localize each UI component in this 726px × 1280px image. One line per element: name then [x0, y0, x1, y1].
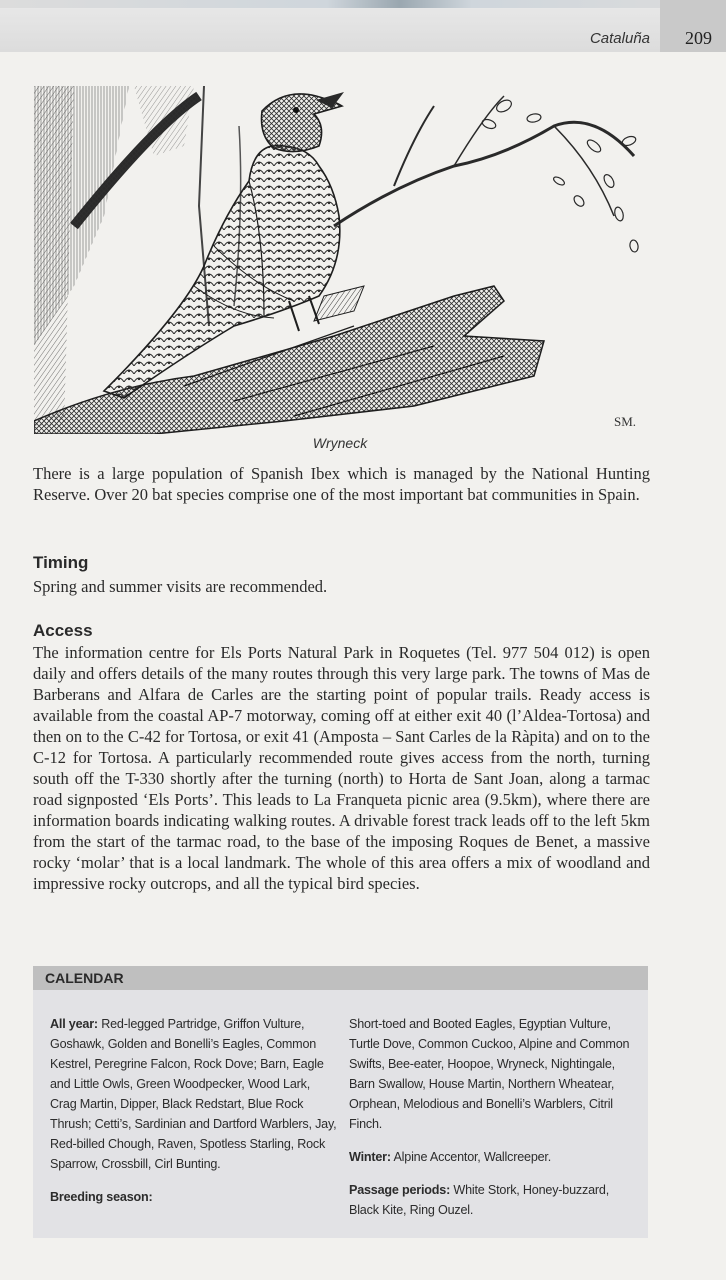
page-number-box	[660, 0, 726, 52]
timing-paragraph: Spring and summer visits are recommended.	[33, 577, 328, 596]
passage-label: Passage periods:	[349, 1183, 451, 1197]
breeding-label: Breeding season:	[50, 1190, 153, 1204]
calendar-title: CALENDAR	[45, 970, 124, 986]
page-number: 209	[685, 28, 712, 48]
breeding-text: Short-toed and Booted Eagles, Egyptian Vulture, Turtle Dove, Common Cuckoo, Alpine and Common Swifts, Bee-eater, Hoopoe, Wryneck, Nightingale, Barn Swallow, House Martin, Northern Wheatear, Orphean, Melodious and Bonelli’s Warblers, Citril Finch.	[349, 1017, 630, 1131]
winter-label: Winter:	[349, 1150, 391, 1164]
calendar-header	[33, 966, 648, 990]
calendar-box	[33, 990, 648, 1238]
access-heading: Access	[33, 621, 93, 640]
all-year-entry	[50, 1014, 337, 1174]
artist-signature: SM.	[614, 414, 637, 429]
intro-paragraph: There is a large population of Spanish Ibex which is managed by the National Hunting Reserve. Over 20 bat species comprise one of the most important bat communities in Spain.	[33, 464, 650, 504]
calendar-right-column	[349, 1014, 639, 1233]
running-head: Cataluña	[589, 30, 650, 47]
breeding-entry	[349, 1014, 639, 1134]
access-paragraph: The information centre for Els Ports Natural Park in Roquetes (Tel. 977 504 012) is open daily and offers details of the many routes through this very large park. The towns of Mas de Barberans and Alfara de Carles are the starting point of popular trails. Ready access is available from the coastal AP-7 motorway, coming off at either exit 40 (l’Aldea-Tortosa) and then on to the C-42 for Tortosa, or exit 41 (Amposta – Sant Carles de la Ràpita) and on to the C-12 for Tortosa. A particularly recommended route gives access from the north, turning south off the T-330 shortly after the turning (north) to Horta de Sant Joan, along a tarmac road signposted ‘Els Ports’. This leads to La Franqueta picnic area (9.5km), where there are information boards indicating walking routes. A drivable forest track leads off to the left 5km from the start of the tarmac road, to the base of the imposing Roques de Benet, a massive rocky ‘molar’ that is a local landmark. The whole of this area offers a mix of woodland and impressive rocky outcrops, and all the typical bird species.	[33, 643, 650, 893]
breeding-entry-start	[50, 1187, 337, 1207]
page-header	[0, 0, 726, 52]
calendar-left-column	[50, 1014, 337, 1220]
all-year-label: All year:	[50, 1017, 98, 1031]
all-year-text: Red-legged Partridge, Griffon Vulture, Goshawk, Golden and Bonelli’s Eagles, Common Kestrel, Peregrine Falcon, Rock Dove; Barn, Eagle and Little Owls, Green Woodpecker, Wood Lark, Crag Martin, Dipper, Black Redstart, Blue Rock Thrush; Cetti’s, Sardinian and Dartford Warblers, Jay, Red-billed Chough, Raven, Spotless Starling, Rock Sparrow, Crossbill, Cirl Bunting.	[50, 1017, 337, 1171]
winter-entry	[349, 1147, 639, 1167]
figure-caption: Wryneck	[312, 435, 368, 451]
passage-text: White Stork, Honey-buzzard, Black Kite, Ring Ouzel.	[349, 1183, 609, 1217]
winter-text: Alpine Accentor, Wallcreeper.	[393, 1150, 552, 1164]
wryneck-illustration	[34, 86, 646, 434]
passage-entry	[349, 1180, 639, 1220]
timing-heading: Timing	[33, 553, 89, 572]
